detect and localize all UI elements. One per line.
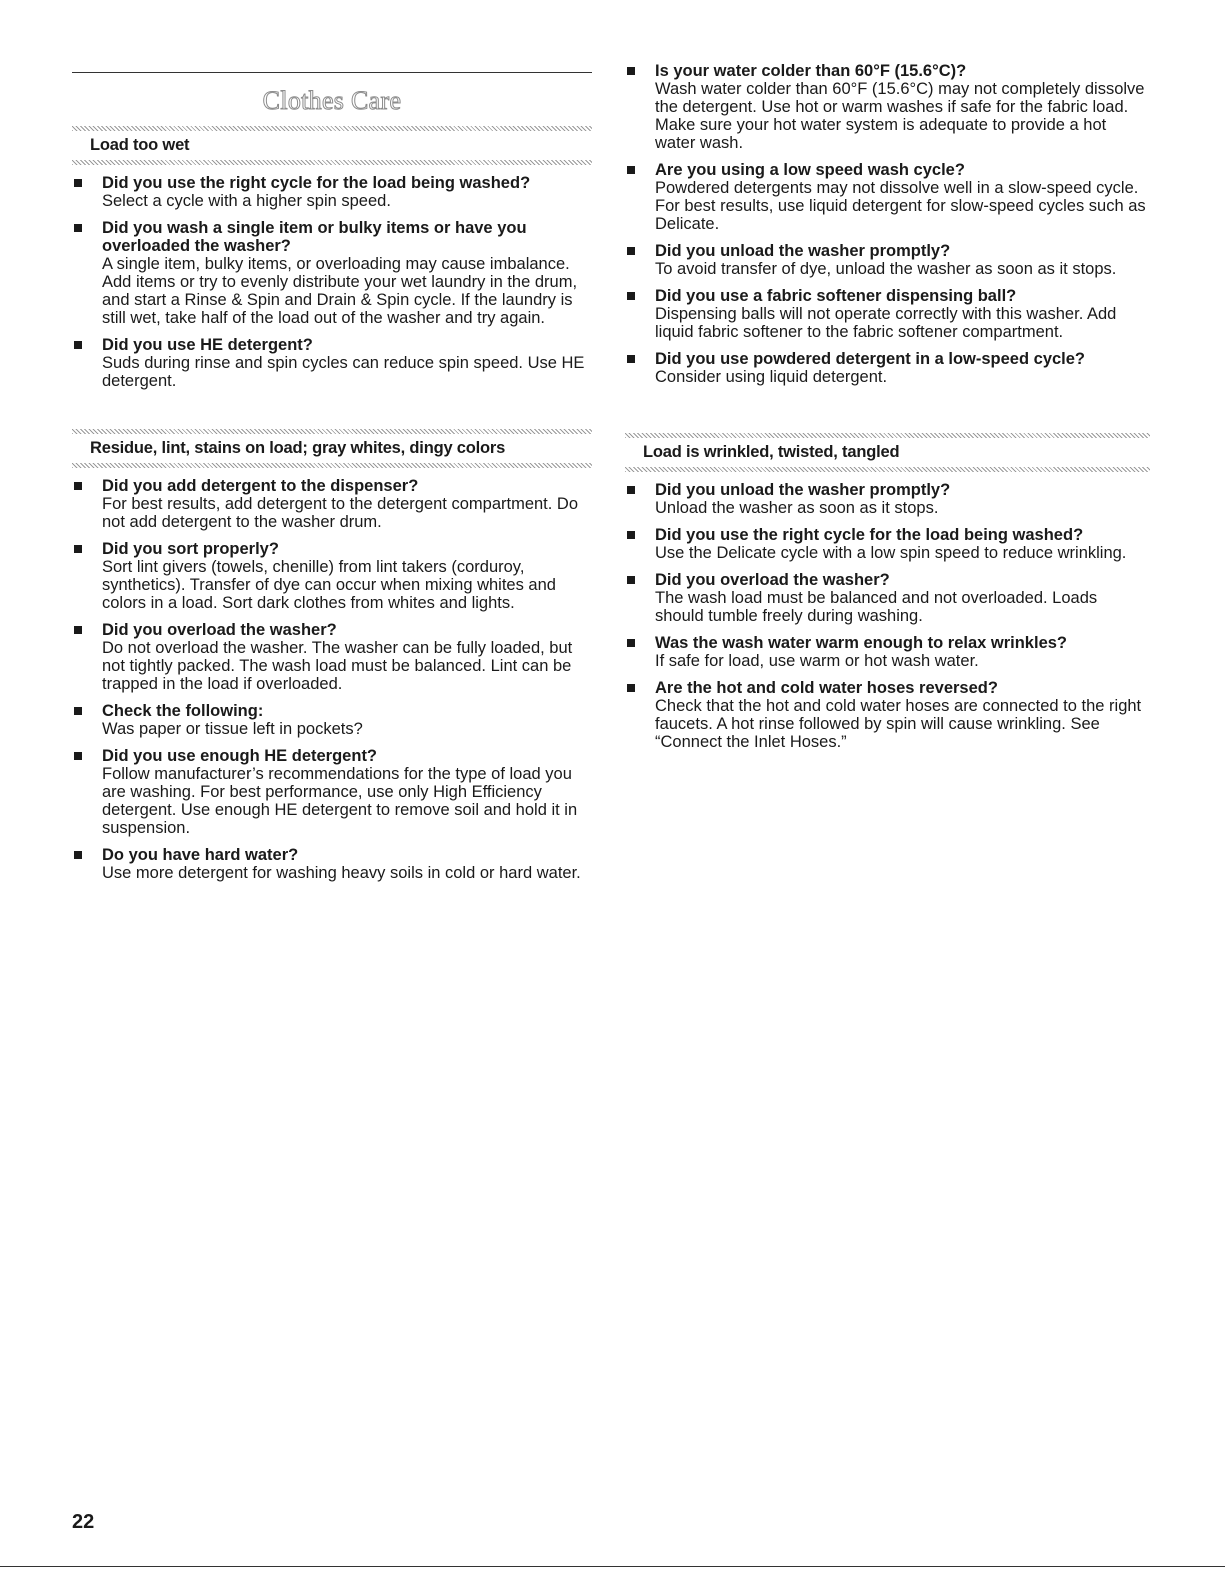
question: Did you overload the washer? [102, 621, 337, 639]
list-item [625, 679, 1150, 751]
square-bullet-icon [74, 224, 82, 232]
answer: Do not overload the washer. The washer can be fully loaded, but not tightly packed. The wash load must be balanced. Lint can be trapped in the load if overloaded. [102, 639, 573, 693]
list-item [625, 634, 1150, 670]
answer: Dispensing balls will not operate correctly with this washer. Add liquid fabric softener to the fabric softener compartment. [655, 305, 1117, 341]
square-bullet-icon [627, 67, 635, 75]
section-load-wrinkled [625, 433, 1150, 751]
question: Did you use HE detergent? [102, 336, 313, 354]
square-bullet-icon [627, 166, 635, 174]
list-item [72, 846, 592, 882]
list-item [72, 621, 592, 693]
list-item [72, 747, 592, 837]
square-bullet-icon [627, 247, 635, 255]
answer: Use the Delicate cycle with a low spin speed to reduce wrinkling. [655, 544, 1127, 562]
question: Did you unload the washer promptly? [655, 242, 951, 260]
square-bullet-icon [627, 355, 635, 363]
square-bullet-icon [627, 639, 635, 647]
section-divider [72, 160, 592, 165]
square-bullet-icon [74, 341, 82, 349]
square-bullet-icon [74, 707, 82, 715]
list-item [625, 350, 1150, 386]
answer: Use more detergent for washing heavy soils in cold or hard water. [102, 864, 581, 882]
answer: To avoid transfer of dye, unload the washer as soon as it stops. [655, 260, 1117, 278]
square-bullet-icon [74, 752, 82, 760]
question: Was the wash water warm enough to relax wrinkles? [655, 634, 1068, 652]
list-item [625, 287, 1150, 341]
answer: If safe for load, use warm or hot wash water. [655, 652, 979, 670]
question: Did you use the right cycle for the load being washed? [655, 526, 1084, 544]
list-item [625, 526, 1150, 562]
list-item [625, 62, 1150, 152]
question: Is your water colder than 60°F (15.6°C)? [655, 62, 967, 80]
page-title: Clothes Care [262, 86, 402, 115]
square-bullet-icon [74, 179, 82, 187]
question: Did you use powdered detergent in a low-speed cycle? [655, 350, 1086, 368]
answer: Was paper or tissue left in pockets? [102, 720, 363, 738]
list-item [625, 161, 1150, 233]
answer: Wash water colder than 60°F (15.6°C) may not completely dissolve the detergent. Use hot or warm washes if safe for the fabric load. Make sure your hot water system is adequate to provide a hot water wash. [655, 80, 1145, 152]
list-item [625, 571, 1150, 625]
question: Are you using a low speed wash cycle? [655, 161, 965, 179]
square-bullet-icon [74, 851, 82, 859]
question: Did you unload the washer promptly? [655, 481, 951, 499]
question: Did you use enough HE detergent? [102, 747, 378, 765]
question: Do you have hard water? [102, 846, 299, 864]
section-title: Residue, lint, stains on load; gray whites, dingy colors [90, 439, 506, 457]
question: Did you add detergent to the dispenser? [102, 477, 419, 495]
section-continued [625, 62, 1150, 386]
square-bullet-icon [627, 684, 635, 692]
answer: Unload the washer as soon as it stops. [655, 499, 939, 517]
square-bullet-icon [74, 626, 82, 634]
answer: A single item, bulky items, or overloading may cause imbalance. Add items or try to evenly distribute your wet laundry in the drum, and start a Rinse & Spin and Drain & Spin cycle. If the laundry is still wet, take half of the load out of the washer and try again. [102, 255, 578, 327]
answer: Consider using liquid detergent. [655, 368, 888, 386]
list-item [72, 219, 592, 327]
section-title: Load too wet [90, 136, 190, 154]
question: Did you use the right cycle for the load being washed? [102, 174, 531, 192]
question: Did you use a fabric softener dispensing ball? [655, 287, 1017, 305]
question: Did you overload the washer? [655, 571, 890, 589]
answer: Sort lint givers (towels, chenille) from lint takers (corduroy, synthetics). Transfer of dye can occur when mixing whites and colors in a load. Sort dark clothes from whites and lights. [102, 558, 556, 612]
section-load-too-wet [72, 126, 592, 390]
square-bullet-icon [627, 531, 635, 539]
question: Did you wash a single item or bulky items or have you overloaded the washer? [102, 219, 527, 255]
list-item [72, 702, 592, 738]
square-bullet-icon [74, 545, 82, 553]
bottom-rule [0, 1566, 1225, 1567]
section-divider [72, 463, 592, 468]
list-item [72, 540, 592, 612]
section-title: Load is wrinkled, twisted, tangled [643, 443, 900, 461]
section-residue-lint-stains [72, 429, 592, 882]
page-number: 22 [72, 1511, 95, 1533]
square-bullet-icon [627, 486, 635, 494]
top-rule [72, 72, 592, 73]
section-divider [625, 467, 1150, 472]
answer: Select a cycle with a higher spin speed. [102, 192, 391, 210]
list-item [72, 477, 592, 531]
answer: The wash load must be balanced and not overloaded. Loads should tumble freely during washing. [655, 589, 1098, 625]
answer: Follow manufacturer’s recommendations for the type of load you are washing. For best performance, use only High Efficiency detergent. Use enough HE detergent to remove soil and hold it in suspension. [102, 765, 578, 837]
question: Check the following: [102, 702, 264, 720]
list-item [72, 174, 592, 210]
list-item [72, 336, 592, 390]
question: Are the hot and cold water hoses reversed? [655, 679, 998, 697]
list-item [625, 242, 1150, 278]
answer: For best results, add detergent to the detergent compartment. Do not add detergent to the washer drum. [102, 495, 579, 531]
answer: Suds during rinse and spin cycles can reduce spin speed. Use HE detergent. [102, 354, 585, 390]
square-bullet-icon [627, 576, 635, 584]
square-bullet-icon [627, 292, 635, 300]
answer: Check that the hot and cold water hoses are connected to the right faucets. A hot rinse followed by spin will cause wrinkling. See “Connect the Inlet Hoses.” [655, 697, 1142, 751]
square-bullet-icon [74, 482, 82, 490]
list-item [625, 481, 1150, 517]
question: Did you sort properly? [102, 540, 279, 558]
answer: Powdered detergents may not dissolve well in a slow-speed cycle. For best results, use liquid detergent for slow-speed cycles such as Delicate. [655, 179, 1146, 233]
